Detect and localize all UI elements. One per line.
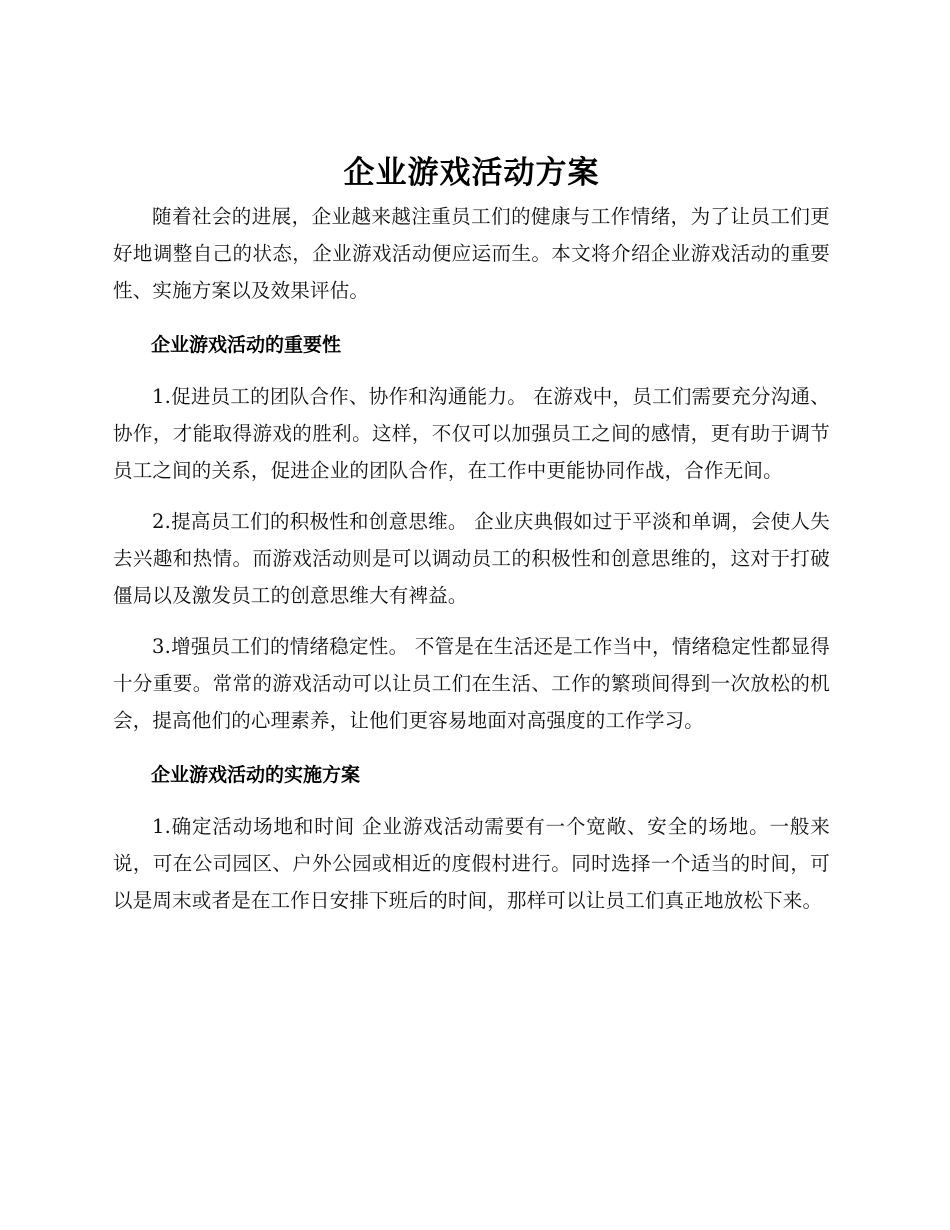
intro-paragraph: 随着社会的进展，企业越来越注重员工们的健康与工作情绪，为了让员工们更好地调整自己的状态，企业游戏活动便应运而生。本文将介绍企业游戏活动的重要性、实施方案以及效果评估。	[113, 205, 830, 302]
document-title: 企业游戏活动方案	[343, 155, 600, 191]
section-heading-implementation: 企业游戏活动的实施方案	[151, 764, 361, 786]
importance-paragraph-2: 2.提高员工们的积极性和创意思维。 企业庆典假如过于平淡和单调，会使人失去兴趣和热情。而游戏活动则是可以调动员工的积极性和创意思维的，这对于打破僵局以及激发员工的创意思维大有裨益。	[113, 510, 830, 607]
spacer	[113, 309, 830, 327]
importance-paragraph-1: 1.促进员工的团队合作、协作和沟通能力。 在游戏中，员工们需要充分沟通、协作，才能取得游戏的胜利。这样，不仅可以加强员工之间的感情，更有助于调节员工之间的关系，促进企业的团队合作，在工作中更能协同作战，合作无间。	[113, 385, 830, 482]
spacer	[113, 489, 830, 503]
spacer	[113, 364, 830, 378]
document-body	[113, 148, 830, 919]
importance-paragraph-3: 3.增强员工们的情绪稳定性。 不管是在生活还是工作当中，情绪稳定性都显得十分重要。常常的游戏活动可以让员工们在生活、工作的繁琐间得到一次放松的机会，提高他们的心理素养，让他们更容易地面对高强度的工作学习。	[113, 635, 830, 732]
section-heading-importance: 企业游戏活动的重要性	[151, 334, 342, 356]
implementation-paragraph-1: 1.确定活动场地和时间 企业游戏活动需要有一个宽敞、安全的场地。一般来说，可在公司园区、户外公园或相近的度假村进行。同时选择一个适当的时间，可以是周末或者是在工作日安排下班后的时间，那样可以让员工们真正地放松下来。	[113, 815, 830, 912]
spacer	[113, 614, 830, 628]
spacer	[113, 794, 830, 808]
spacer	[113, 739, 830, 757]
